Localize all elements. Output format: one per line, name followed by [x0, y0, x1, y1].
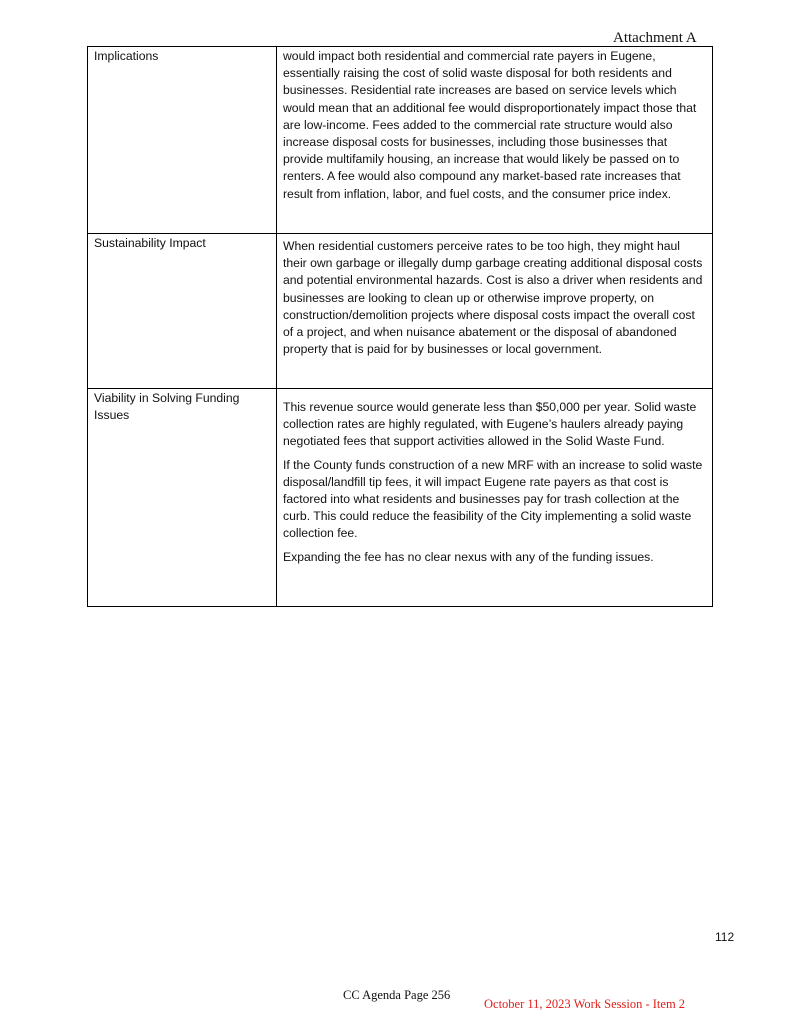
paragraph: Expanding the fee has no clear nexus with any of the funding issues.	[283, 549, 654, 564]
row-label: Viability in Solving Funding Issues	[88, 389, 277, 607]
table-row	[88, 234, 713, 389]
paragraph: If the County funds construction of a new MRF with an increase to solid waste disposal/landfill tip fees, it will impact Eugene rate payers as that cost is factored into what residents and businesses pay for trash collection at the curb. This could reduce the feasibility of the City implementing a solid waste collection fee.	[283, 457, 703, 541]
row-body	[277, 47, 713, 234]
row-label: Sustainability Impact	[88, 234, 277, 389]
row-body	[277, 234, 713, 389]
attachment-label: Attachment A	[613, 30, 697, 46]
page-number: 112	[715, 930, 735, 944]
table-row	[88, 389, 713, 607]
work-session-label: October 11, 2023 Work Session - Item 2	[484, 997, 686, 1011]
paragraph: would impact both residential and commercial rate payers in Eugene, essentially raising the cost of solid waste disposal for both residents and businesses. Residential rate increases are based on service levels which would mean that an additional fee would disproportionately impact those that are low-income. Fees added to the commercial rate structure would also increase disposal costs for businesses, including those businesses that provide multifamily housing, an increase that would likely be passed on to renters. A fee would also compound any market-based rate increases that result from inflation, labor, and fuel costs, and the consumer price index.	[283, 49, 697, 201]
row-label: Implications	[88, 47, 277, 234]
paragraph: This revenue source would generate less than $50,000 per year. Solid waste collection rates are highly regulated, with Eugene’s haulers already paying negotiated fees that support activities allowed in the Solid Waste Fund.	[283, 400, 697, 449]
row-body	[277, 389, 713, 607]
agenda-page-label: CC Agenda Page 256	[343, 988, 451, 1002]
table-row	[88, 47, 713, 234]
policy-table	[87, 46, 713, 607]
paragraph: When residential customers perceive rates to be too high, they might haul their own garbage or illegally dump garbage creating additional disposal costs and potential environmental hazards. Cost is also a driver when residents and businesses are looking to clean up or otherwise improve property, on construction/demolition projects where disposal costs impact the overall cost of a project, and when nuisance abatement or the disposal of abandoned property that is paid for by businesses or local government.	[283, 239, 703, 357]
